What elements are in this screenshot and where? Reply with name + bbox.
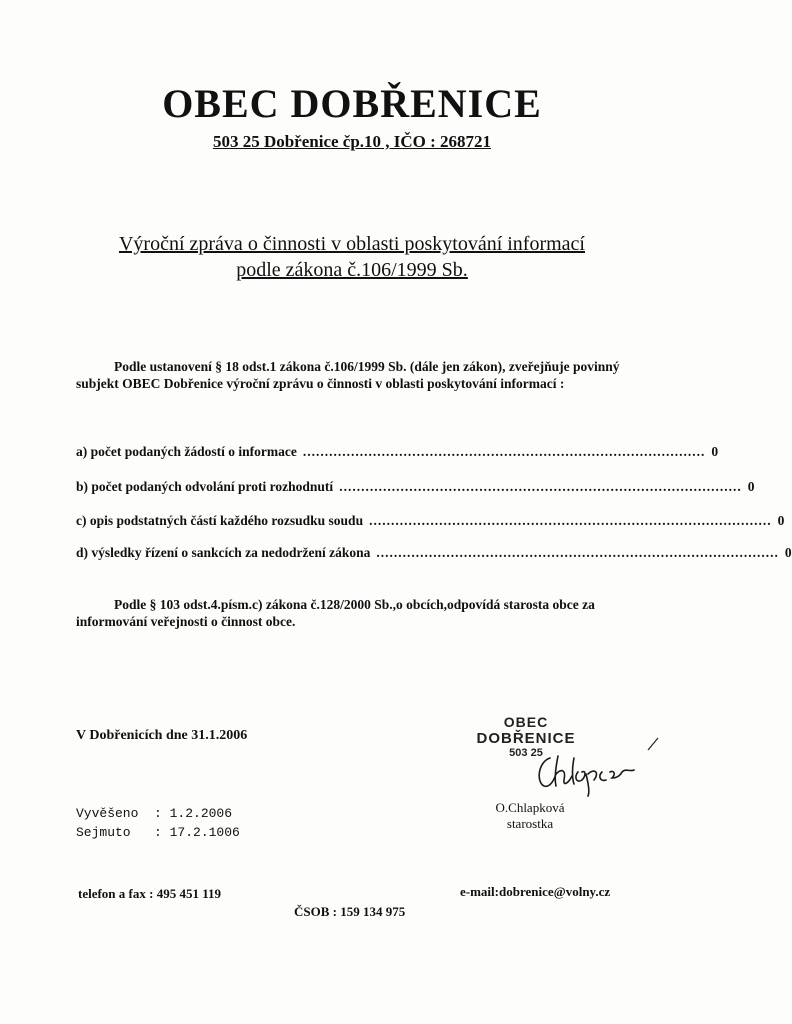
phone-fax: telefon a fax : 495 451 119 xyxy=(78,886,221,901)
intro-paragraph xyxy=(76,358,656,392)
statistic-label: a) počet podaných žádostí o informace xyxy=(76,444,297,459)
intro-text: Podle ustanovení § 18 odst.1 zákona č.106/1999 Sb. (dále jen zákon), zveřejňuje povinný subjekt OBEC Dobřenice výroční zprávu o činnosti v oblasti poskytování informací : xyxy=(76,359,620,391)
posted-line xyxy=(76,806,232,821)
removed-label: Sejmuto xyxy=(76,825,131,840)
stamp-line-3: 503 25 xyxy=(509,747,543,759)
statistic-label: b) počet podaných odvolání proti rozhodnutí xyxy=(76,479,334,494)
statistic-item-c xyxy=(76,513,785,529)
address-line: 503 25 Dobřenice čp.10 , IČO : 268721 xyxy=(212,132,492,151)
signer-name: O.Chlapková xyxy=(495,800,565,815)
stamp-line-1: OBEC xyxy=(503,714,549,730)
removed-separator: : xyxy=(154,825,162,840)
statistic-item-b xyxy=(76,479,755,495)
statistic-item-d xyxy=(76,545,792,561)
email-address: e-mail:dobrenice@volny.cz xyxy=(460,884,611,899)
signer-block xyxy=(490,800,570,832)
leader-dots: ............................................................................................ xyxy=(376,545,779,560)
closing-text: Podle § 103 odst.4.písm.c) zákona č.128/2000 Sb.,o obcích,odpovídá starosta obce za informování veřejnosti o činnost obce. xyxy=(76,597,595,629)
closing-paragraph xyxy=(76,596,656,630)
leader-dots: ............................................................................................ xyxy=(339,479,742,494)
leader-dots: ............................................................................................ xyxy=(302,444,706,459)
report-heading-line-1: Výroční zpráva o činnosti v oblasti poskytování informací xyxy=(118,233,585,255)
statistic-item-a xyxy=(76,444,719,460)
statistic-value: 0 xyxy=(711,444,719,459)
posted-date: 1.2.2006 xyxy=(169,806,233,821)
date-line: V Dobřenicích dne 31.1.2006 xyxy=(76,728,248,743)
report-heading-line-2: podle zákona č.106/1999 Sb. xyxy=(236,259,468,281)
statistic-value: 0 xyxy=(784,545,792,560)
report-heading xyxy=(0,231,704,283)
statistic-value: 0 xyxy=(777,513,785,528)
leader-dots: ............................................................................................ xyxy=(369,513,772,528)
handwritten-signature xyxy=(530,752,640,796)
removed-date: 17.2.1006 xyxy=(169,825,240,840)
removed-line xyxy=(76,825,240,840)
signer-role: starostka xyxy=(506,816,554,831)
stamp-mark xyxy=(646,736,660,752)
stamp-line-2: DOBŘENICE xyxy=(476,730,576,747)
posted-label: Vyvěšeno xyxy=(76,806,139,821)
municipality-title: OBEC DOBŘENICE xyxy=(162,81,542,126)
posted-separator: : xyxy=(154,806,162,821)
statistic-label: c) opis podstatných částí každého rozsudku soudu xyxy=(76,513,364,528)
bank-account: ČSOB : 159 134 975 xyxy=(294,904,406,919)
statistic-value: 0 xyxy=(747,479,755,494)
statistic-label: d) výsledky řízení o sankcích za nedodržení zákona xyxy=(76,545,371,560)
